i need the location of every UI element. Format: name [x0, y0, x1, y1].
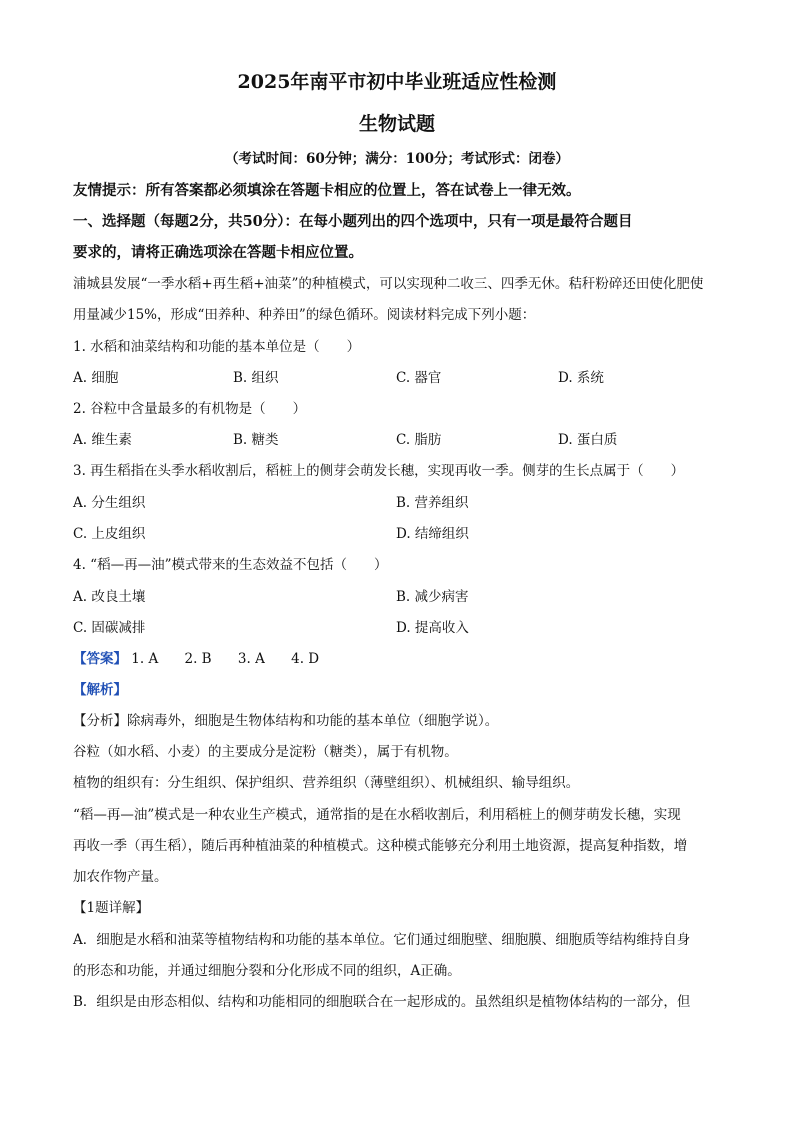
exam-info: （考试时间：60分钟；满分：100分；考试形式：闭卷）	[225, 151, 569, 167]
analysis-line3: 植物的组织有：分生组织、保护组织、营养组织（薄壁组织）、机械组织、输导组织。	[73, 775, 580, 791]
analysis-text-1: 除病毒外，细胞是生物体结构和功能的基本单位（细胞学说）。	[127, 713, 499, 729]
section-heading-line2: 要求的，请将正确选项涂在答题卡相应位置。	[73, 244, 363, 261]
answer-tag: 【答案】	[73, 651, 127, 667]
detail-line2: 的形态和功能，并通过细胞分裂和分化形成不同的组织，A正确。	[73, 963, 461, 979]
question-2-option-b: B. 糖类	[233, 432, 279, 448]
question-1-option-b: B. 组织	[233, 370, 279, 386]
answer-item-4: 4. D	[291, 651, 320, 667]
question-1-option-c: C. 器官	[396, 370, 442, 386]
answer-item-3: 3. A	[237, 651, 265, 667]
analysis-line5: 再收一季（再生稻），随后再种植油菜的种植模式。这种模式能够充分利用土地资源，提高复种指数，增	[73, 838, 688, 854]
analysis-line1	[73, 711, 498, 731]
analysis-sub-tag: 【分析】	[73, 713, 127, 729]
question-3-stem: 3. 再生稻指在头季水稻收割后，稻桩上的侧芽会萌发长穗，实现再收一季。侧芽的生长点属于（ ）	[73, 463, 685, 479]
notice: 友情提示：所有答案都必须填涂在答题卡相应的位置上，答在试卷上一律无效。	[73, 182, 581, 199]
question-3-option-d: D. 结缔组织	[396, 526, 469, 542]
exam-subtitle: 生物试题	[358, 113, 435, 135]
analysis-tag: 【解析】	[73, 682, 127, 698]
analysis-line6: 加农作物产量。	[73, 869, 168, 885]
question-3-option-b: B. 营养组织	[396, 495, 469, 511]
answer-item-1: 1. A	[131, 651, 159, 667]
detail-tag: 【1题详解】	[73, 900, 150, 916]
question-3-option-c: C. 上皮组织	[73, 526, 146, 542]
question-4-stem: 4. “稻—再—油”模式带来的生态效益不包括（ ）	[73, 557, 388, 573]
analysis-line2: 谷粒（如水稻、小麦）的主要成分是淀粉（糖类），属于有机物。	[73, 744, 458, 760]
section-heading-line1: 一、选择题（每题2分，共50分）：在每小题列出的四个选项中，只有一项是最符合题目	[73, 213, 633, 230]
question-3-option-a: A. 分生组织	[73, 495, 146, 511]
detail-line3: B．组织是由形态相似、结构和功能相同的细胞联合在一起形成的。虽然组织是植物体结构的一部分，但	[73, 994, 691, 1010]
answer-item-2: 2. B	[184, 651, 212, 667]
analysis-line4: “稻—再—油”模式是一种农业生产模式，通常指的是在水稻收割后，利用稻桩上的侧芽萌发长穗，实现	[73, 807, 681, 823]
question-2-option-a: A. 维生素	[73, 432, 132, 448]
question-1-option-d: D. 系统	[558, 370, 604, 386]
question-2-option-c: C. 脂肪	[396, 432, 442, 448]
exam-title: 2025年南平市初中毕业班适应性检测	[237, 71, 557, 93]
answer-line	[73, 649, 341, 669]
question-2-option-d: D. 蛋白质	[558, 432, 618, 448]
material-line2: 用量减少15%，形成“田养种、种养田”的绿色循环。阅读材料完成下列小题：	[73, 307, 536, 323]
question-4-option-a: A. 改良土壤	[73, 589, 146, 605]
question-1-option-a: A. 细胞	[73, 370, 119, 386]
question-1-stem: 1. 水稻和油菜结构和功能的基本单位是（ ）	[73, 339, 361, 355]
detail-line1: A．细胞是水稻和油菜等植物结构和功能的基本单位。它们通过细胞壁、细胞膜、细胞质等结构维持自身	[73, 932, 691, 948]
question-4-option-c: C. 固碳减排	[73, 620, 146, 636]
question-4-option-d: D. 提高收入	[396, 620, 469, 636]
question-4-option-b: B. 减少病害	[396, 589, 469, 605]
material-line1: 浦城县发展“一季水稻+再生稻+油菜”的种植模式，可以实现种二收三、四季无休。秸秆粉碎还田使化肥使	[73, 276, 704, 292]
question-2-stem: 2. 谷粒中含量最多的有机物是（ ）	[73, 401, 307, 417]
